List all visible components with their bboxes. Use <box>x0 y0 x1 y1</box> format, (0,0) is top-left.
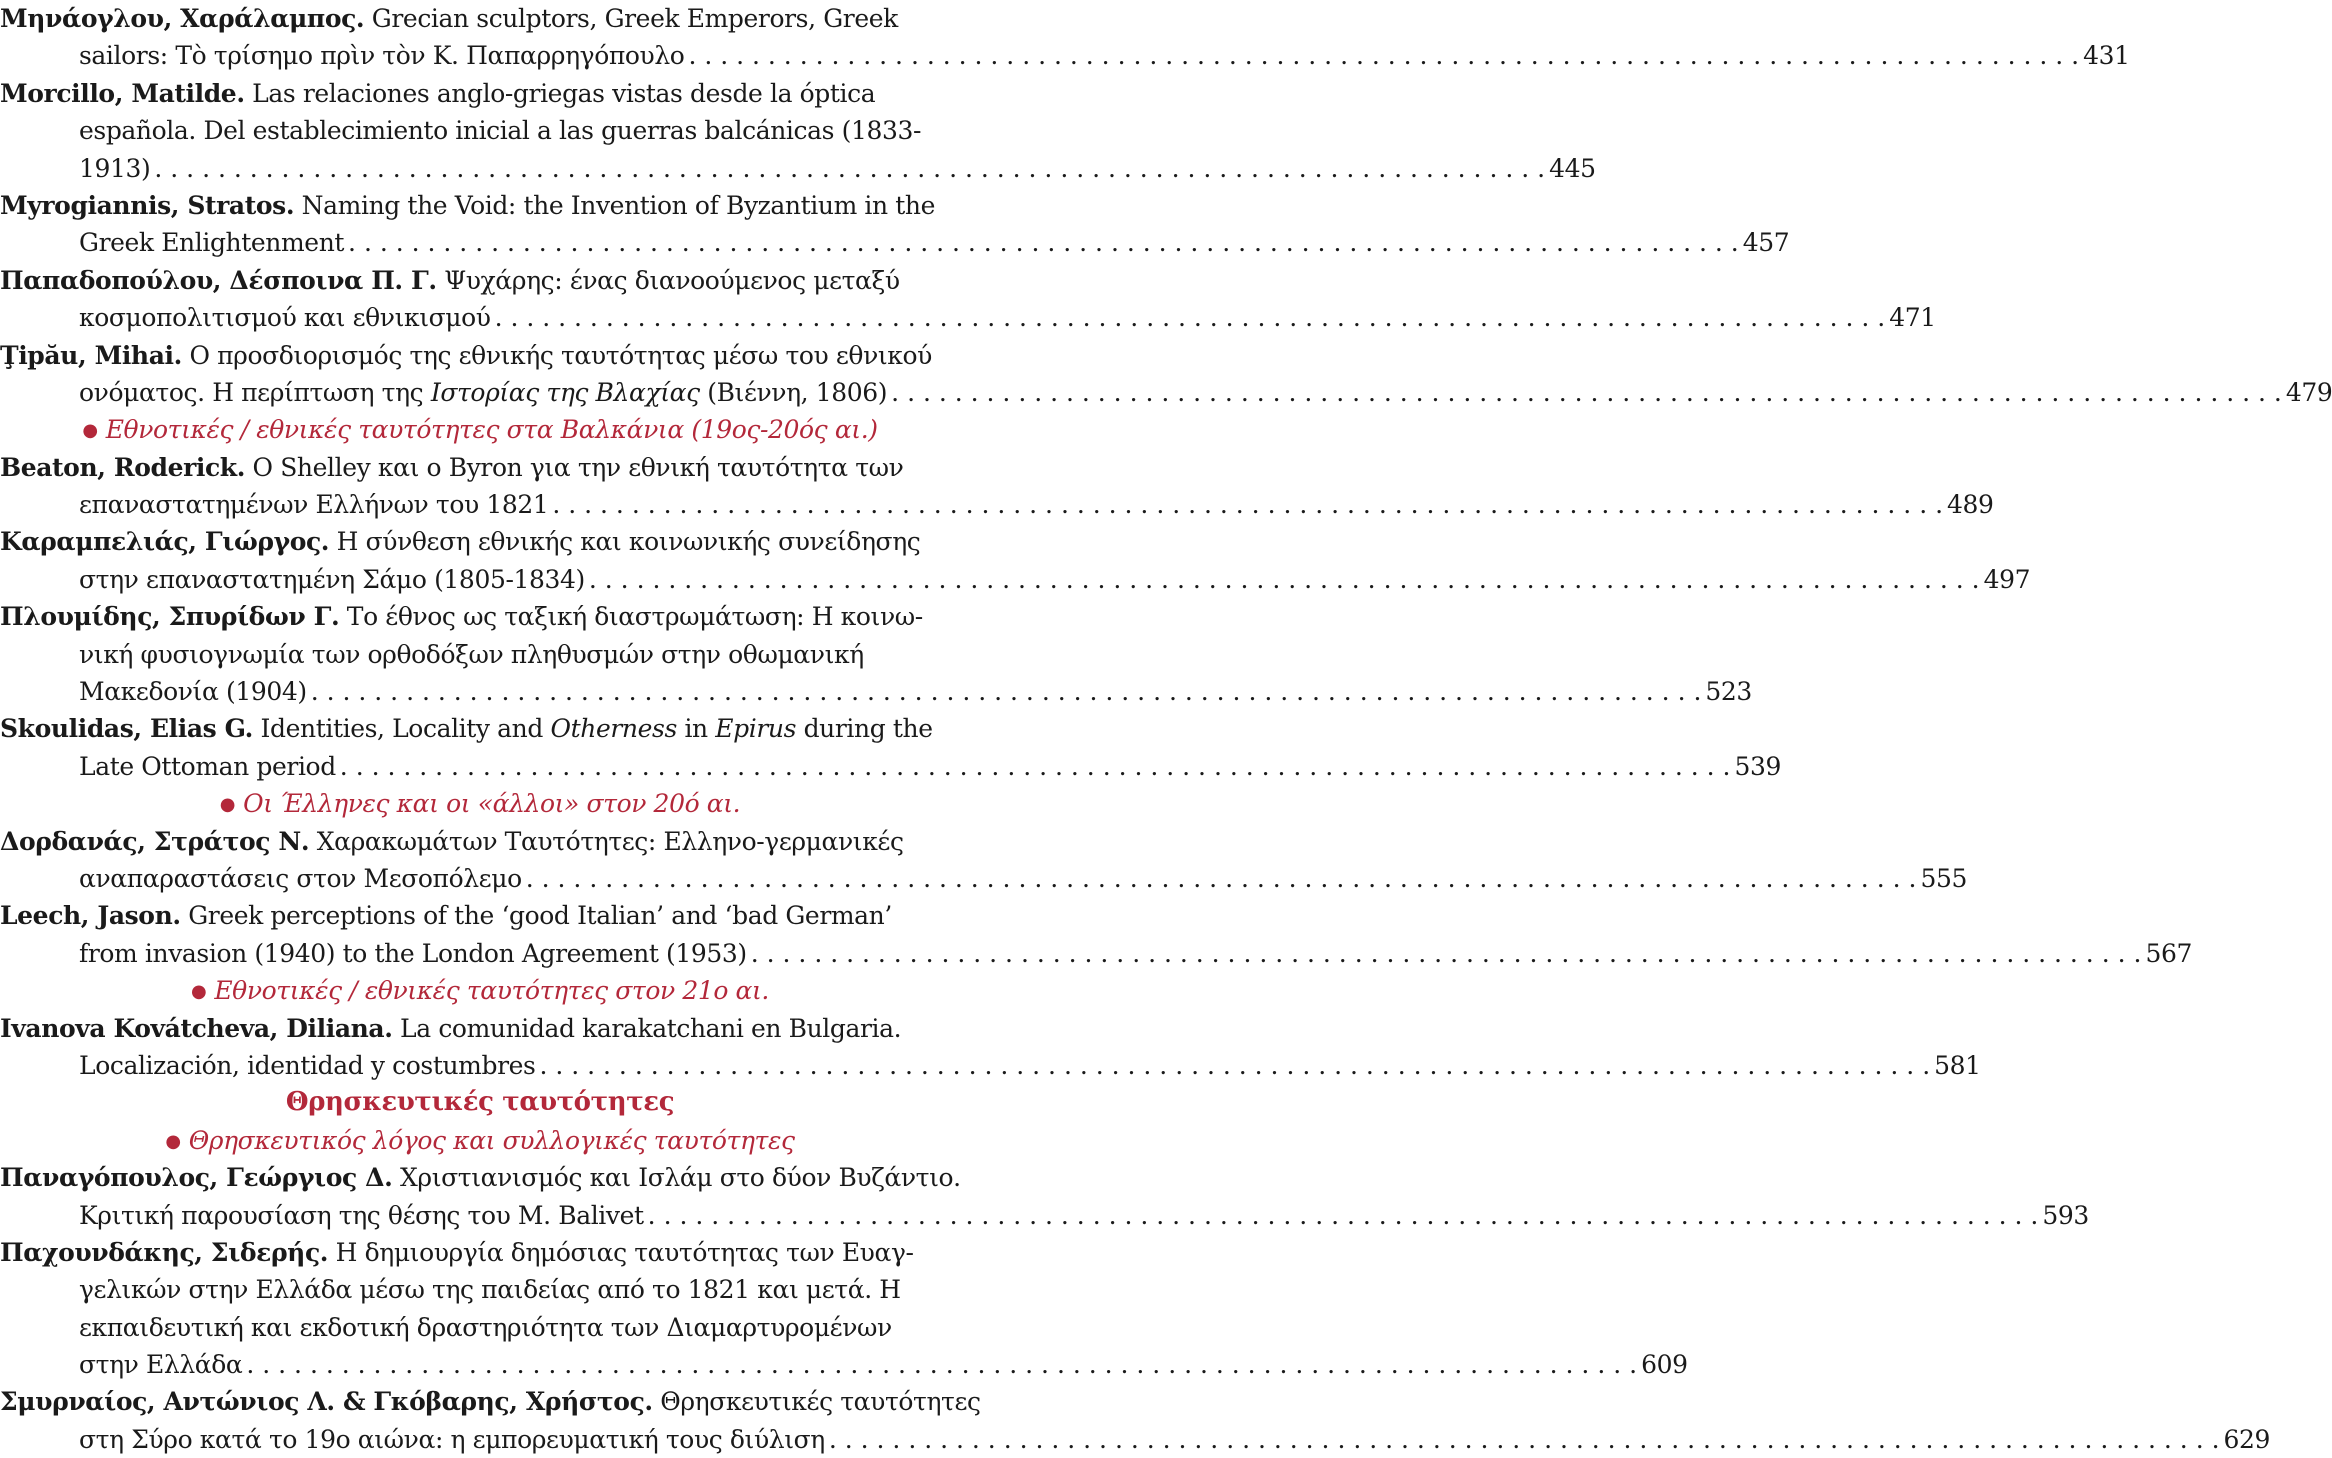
entry-author: Καραμπελιάς, Γιώργος. <box>0 527 330 557</box>
dot-leader <box>535 1047 1934 1084</box>
toc-line <box>0 150 1596 187</box>
toc-line <box>0 299 1936 336</box>
entry-author: Σμυρναίος, Αντώνιος Λ. & Γκόβαρης, Χρήστος. <box>0 1387 653 1417</box>
toc-line <box>0 636 960 673</box>
toc-line <box>0 75 960 112</box>
section-subheading <box>0 972 960 1009</box>
entry-author: Μηνάογλου, Χαράλαμπος. <box>0 4 365 33</box>
entry-title: Naming the Void: the Invention of Byzantium in the <box>294 190 936 220</box>
entry-author: Skoulidas, Elias G. <box>0 714 253 744</box>
major-heading: Θρησκευτικές ταυτότητες <box>285 1087 675 1118</box>
bullet-icon: ● <box>191 981 207 1003</box>
entry-title: Ψυχάρης: ένας διανοούμενος μεταξύ <box>436 265 900 295</box>
toc-line <box>0 561 2031 598</box>
entry-title: Ο προσδιορισμός της εθνικής ταυτότητας μέσω του εθνικού <box>181 340 932 370</box>
entry-title: 1913) <box>79 153 151 183</box>
entry-title: Χαρακωμάτων Ταυτότητες: Ελληνο-γερμανικές <box>309 826 904 856</box>
entry-title: στη Σύρο κατά το 19ο αιώνα: η εμπορευματική τους διύλιση <box>79 1424 825 1454</box>
toc-line <box>0 374 2332 411</box>
toc-line <box>0 0 960 37</box>
toc-entry <box>0 523 2031 598</box>
toc-line <box>0 187 960 224</box>
entry-title: επαναστατημένων Ελλήνων του 1821 <box>79 490 549 520</box>
entry-title: Θρησκευτικές ταυτότητες <box>652 1387 981 1417</box>
toc-line <box>0 1197 2089 1234</box>
entry-author: Παπαδοπούλου, Δέσποινα Π. Γ. <box>0 265 437 295</box>
toc-entry <box>0 598 1752 710</box>
toc-entry <box>0 823 1967 898</box>
toc-line <box>0 1421 2271 1458</box>
toc-line <box>0 1271 960 1308</box>
toc-line <box>0 1309 960 1346</box>
bullet-icon: ● <box>82 420 98 442</box>
dot-leader <box>747 935 2146 972</box>
entry-title: εκπαιδευτική και εκδοτική δραστηριότητα των Διαμαρτυρομένων <box>79 1312 892 1342</box>
toc-line <box>0 262 960 299</box>
entry-title: αναπαραστάσεις στον Μεσοπόλεμο <box>79 863 522 893</box>
section-subheading-text: Οι Έλληνες και οι «άλλοι» στον 20ό αι. <box>243 789 741 819</box>
entry-author: Morcillo, Matilde. <box>0 78 245 108</box>
toc-line <box>0 673 1752 710</box>
section-subheading-text: Εθνοτικές / εθνικές ταυτότητες στα Βαλκάνια (19ος-20ός αι.) <box>105 415 878 445</box>
toc-line <box>0 523 960 560</box>
entry-title: Κριτική παρουσίαση της θέσης του M. Balivet <box>79 1200 644 1230</box>
page-number: 523 <box>1705 677 1752 707</box>
entry-author: Leech, Jason. <box>0 901 181 931</box>
bullet-icon: ● <box>165 1130 181 1152</box>
dot-leader <box>644 1197 2043 1234</box>
toc-entry <box>0 449 1994 524</box>
entry-title: española. Del establecimiento inicial a las guerras balcánicas (1833- <box>79 116 922 146</box>
toc-line <box>0 224 1790 261</box>
toc-entry <box>0 1010 1981 1085</box>
section-subheading <box>0 411 960 448</box>
dot-leader <box>307 673 1706 710</box>
dot-leader <box>491 299 1890 336</box>
entry-title: Ο Shelley και ο Byron για την εθνική ταυτότητα των <box>245 452 904 482</box>
page-number: 567 <box>2145 938 2192 968</box>
dot-leader <box>585 561 1984 598</box>
page-number: 445 <box>1549 153 1596 183</box>
toc-line <box>0 897 960 934</box>
entry-title: Μακεδονία (1904) <box>79 677 307 707</box>
page-number: 593 <box>2042 1200 2089 1230</box>
entry-title: κοσμοπολιτισμού και εθνικισμού <box>79 303 491 333</box>
entry-title-italic: Ιστορίας της Βλαχίας <box>430 377 700 407</box>
entry-author: Myrogiannis, Stratos. <box>0 190 295 220</box>
toc-line <box>0 1159 960 1196</box>
toc-line <box>0 598 960 635</box>
toc-line <box>0 449 960 486</box>
dot-leader <box>684 37 2083 74</box>
toc-entry <box>0 262 1936 337</box>
dot-leader <box>887 374 2286 411</box>
dot-leader <box>825 1421 2224 1458</box>
entry-title: Grecian sculptors, Greek Emperors, Greek <box>364 4 898 33</box>
page-number: 489 <box>1947 490 1994 520</box>
entry-author: Ivanova Kovátcheva, Diliana. <box>0 1013 393 1043</box>
entry-title: νική φυσιογνωμία των ορθοδόξων πληθυσμών στην οθωμανική <box>79 639 864 669</box>
section-subheading <box>0 785 960 822</box>
entry-author: Παναγόπουλος, Γεώργιος Δ. <box>0 1163 393 1193</box>
page-number: 497 <box>1983 564 2031 594</box>
entry-title: from invasion (1940) to the London Agreement (1953) <box>79 938 747 968</box>
entry-title: Identities, Locality and <box>252 714 551 744</box>
toc-line <box>0 823 960 860</box>
page-number: 431 <box>2083 41 2130 71</box>
entry-title: Late Ottoman period <box>79 751 336 781</box>
entry-title: Greek perceptions of the ‘good Italian’ and ‘bad German’ <box>180 901 892 931</box>
page-number: 609 <box>1641 1350 1688 1380</box>
entry-title: Greek Enlightenment <box>79 228 345 258</box>
entry-title: Η σύνθεση εθνικής και κοινωνικής συνείδησης <box>329 527 921 557</box>
entry-title: during the <box>796 714 933 744</box>
entry-author: Ţipău, Mihai. <box>0 340 182 370</box>
toc-entry <box>0 0 2130 75</box>
entry-title: Χριστιανισμός και Ισλάμ στο δύον Βυζάντιο. <box>392 1163 961 1193</box>
dot-leader <box>522 860 1921 897</box>
entry-title: Localización, identidad y costumbres <box>79 1050 536 1080</box>
toc-entry <box>0 710 1782 785</box>
entry-title: (Βιέννη, 1806) <box>699 377 888 407</box>
toc-line <box>0 1047 1981 1084</box>
entry-title: Las relaciones anglo-griegas vistas desde la óptica <box>244 78 876 108</box>
section-subheading <box>0 1122 960 1159</box>
entry-title: in <box>676 714 716 744</box>
entry-title: στην Ελλάδα <box>79 1350 243 1380</box>
toc-line <box>0 37 2130 74</box>
entry-author: Δορδανάς, Στράτος Ν. <box>0 826 310 856</box>
dot-leader <box>242 1346 1641 1383</box>
section-subheading-text: Εθνοτικές / εθνικές ταυτότητες στον 21ο αι. <box>214 976 769 1006</box>
dot-leader <box>548 486 1947 523</box>
entry-title-italic: Epirus <box>715 714 797 744</box>
entry-title: sailors: Τὸ τρίσημο πρὶν τὸν Κ. Παπαρρηγόπουλο <box>79 41 685 71</box>
page-number: 479 <box>2285 377 2332 407</box>
toc-line <box>0 112 960 149</box>
page-number: 471 <box>1889 303 1936 333</box>
entry-author: Beaton, Roderick. <box>0 452 245 482</box>
toc-line <box>0 860 1967 897</box>
entry-title: Το έθνος ως ταξική διαστρωμάτωση: Η κοινω- <box>339 602 923 632</box>
toc-line <box>0 935 2192 972</box>
toc-line <box>0 748 1782 785</box>
toc-line <box>0 1383 981 1420</box>
dot-leader <box>336 748 1735 785</box>
section-subheading-text: Θρησκευτικός λόγος και συλλογικές ταυτότητες <box>188 1125 795 1155</box>
entry-author: Πλουμίδης, Σπυρίδων Γ. <box>0 602 340 632</box>
entry-author: Παχουνδάκης, Σιδερής. <box>0 1237 329 1267</box>
page-number: 539 <box>1734 751 1782 781</box>
toc-entry <box>0 897 2192 972</box>
entry-title: La comunidad karakatchani en Bulgaria. <box>392 1013 902 1043</box>
entry-title: Η δημιουργία δημόσιας ταυτότητας των Ευαγ- <box>328 1237 914 1267</box>
toc-line <box>0 1010 960 1047</box>
entry-title-italic: Otherness <box>550 714 677 744</box>
dot-leader <box>344 224 1743 261</box>
bullet-icon: ● <box>219 794 236 816</box>
toc-line <box>0 710 960 747</box>
page-number: 581 <box>1934 1050 1981 1080</box>
page-number: 457 <box>1742 228 1790 258</box>
entry-title: γελικών στην Ελλάδα μέσω της παιδείας από το 1821 και μετά. Η <box>79 1275 901 1305</box>
toc-line <box>0 486 1994 523</box>
toc-line <box>0 337 960 374</box>
page-number: 629 <box>2223 1424 2271 1454</box>
dot-leader <box>150 150 1549 187</box>
toc-entry <box>0 1159 2089 1234</box>
toc-entry <box>0 1383 2271 1458</box>
toc-line <box>0 1346 1688 1383</box>
toc-line <box>0 1234 960 1271</box>
toc-entry <box>0 75 1596 187</box>
toc-entry <box>0 1234 1688 1384</box>
toc-entry <box>0 187 1790 262</box>
page-number: 555 <box>1920 863 1967 893</box>
entry-title: ονόματος. Η περίπτωση της <box>79 377 431 407</box>
toc-entry <box>0 337 2332 412</box>
entry-title: στην επαναστατημένη Σάμο (1805-1834) <box>79 564 585 594</box>
